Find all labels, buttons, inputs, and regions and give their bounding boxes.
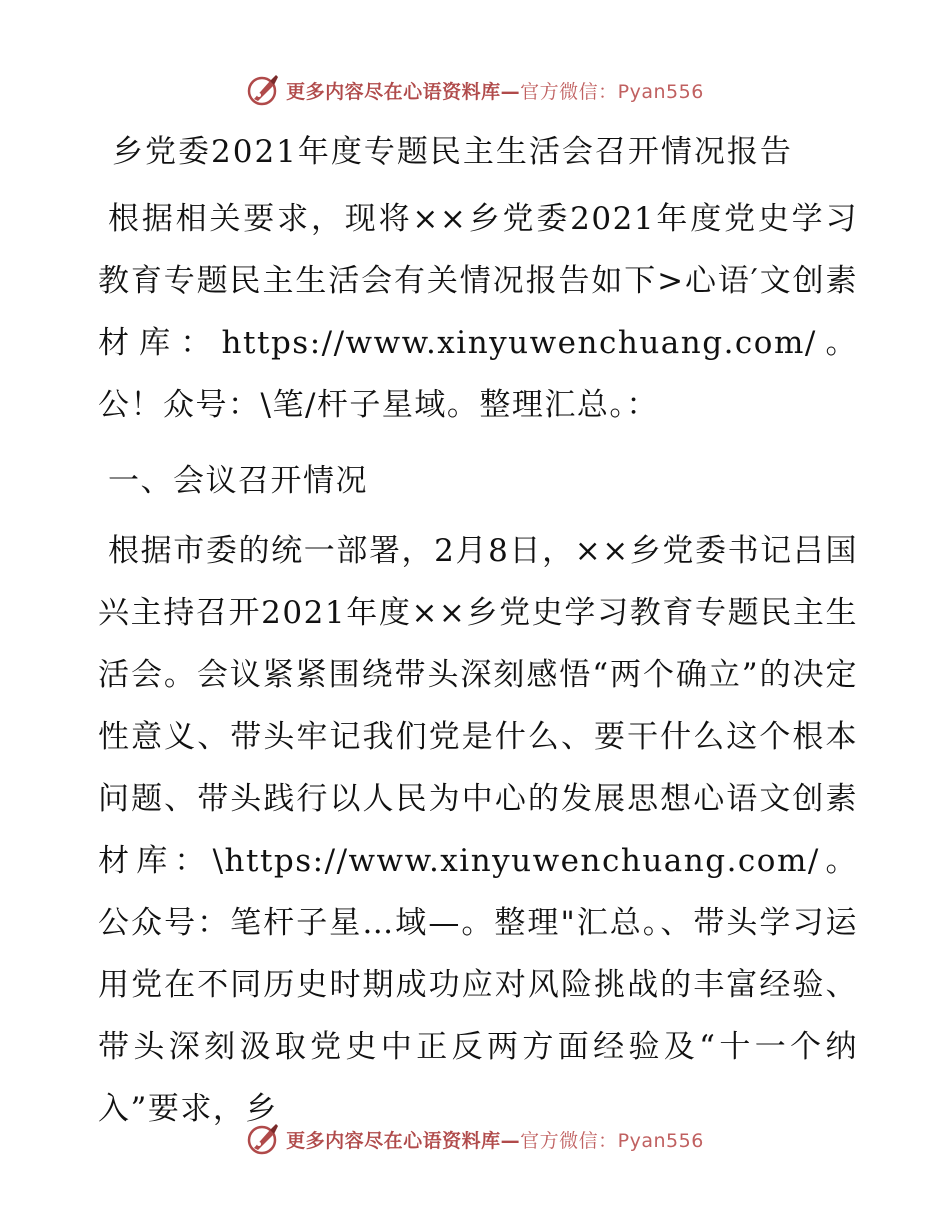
watermark-wechat-text: 官方微信：Pyan556: [520, 80, 704, 103]
watermark-separator: —: [500, 1129, 521, 1152]
intro-paragraph: 根据相关要求，现将××乡党委2021年度党史学习教育专题民主生活会有关情况报告如下>心语′文创素材库：https://www.xinyuwenchuang.com/。公！众号：\笔/杆子星域。整理汇总。：: [98, 201, 858, 423]
watermark-main-text: 更多内容尽在心语资料库: [286, 1129, 501, 1152]
watermark-footer: [0, 1119, 950, 1159]
watermark-separator: —: [500, 80, 521, 103]
document-body: [98, 120, 858, 1140]
section-paragraph: 根据市委的统一部署，2月8日，××乡党委书记吕国兴主持召开2021年度××乡党史学习教育专题民主生活会。会议紧紧围绕带头深刻感悟“两个确立”的决定性意义、带头牢记我们党是什么、要干什么这个根本问题、带头践行以人民为中心的发展思想心语文创素材库：\https://www.xinyuwenchuang.com/。公众号：笔杆子星…域—。整理"汇总。、带头学习运用党在不同历史时期成功应对风险挑战的丰富经验、带头深刻汲取党史中正反两方面经验及“十一个纳入”要求，乡: [98, 533, 858, 1127]
watermark-wechat-text: 官方微信：Pyan556: [520, 1129, 704, 1152]
watermark-main-text: 更多内容尽在心语资料库: [286, 80, 501, 103]
pen-nib-logo-icon: [246, 73, 280, 107]
watermark-text: [286, 1126, 704, 1153]
watermark-header: [0, 70, 950, 110]
section-heading: 一、会议召开情况: [108, 463, 368, 499]
watermark-text: [286, 77, 704, 104]
document-title: 乡党委2021年度专题民主生活会召开情况报告: [112, 134, 793, 170]
pen-nib-logo-icon: [246, 1122, 280, 1156]
